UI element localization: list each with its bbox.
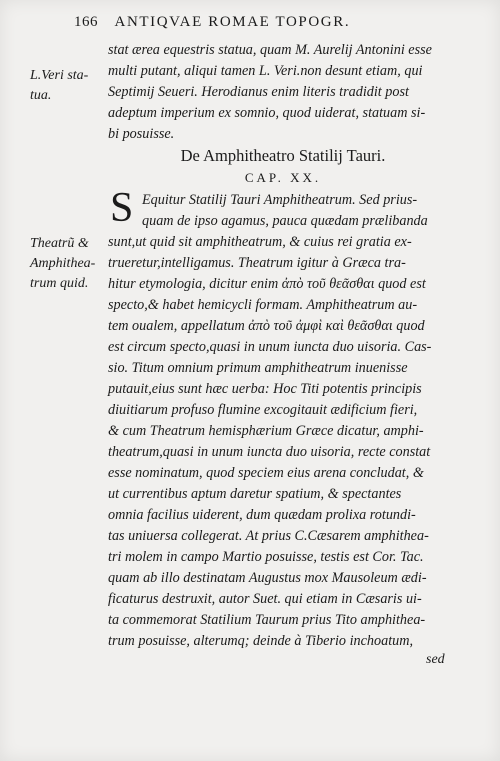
text-line: bi posuisse. xyxy=(108,126,175,142)
text-line: putauit,eius sunt hæc uerba: Hoc Titi potentis principis xyxy=(108,381,422,397)
text-line: hitur etymologia, dicitur enim ἀπὸ τοῦ θεᾶσθαι quod est xyxy=(108,276,426,292)
text-line: & cum Theatrum hemisphærium Græce dicatur, amphi- xyxy=(108,423,424,439)
section-heading: De Amphitheatro Statilij Tauri. xyxy=(180,146,386,165)
text-line: diuitiarum profuso flumine excogitauit ædificium fieri, xyxy=(108,402,418,418)
text-line: theatrum,quasi in unum iuncta duo uisoria, recte constat xyxy=(108,444,431,460)
text-line: tri molem in campo Martio posuisse, testis est Cor. Tac. xyxy=(108,549,424,565)
text-line: omnia facilius uiderent, dum quædam prolixa rotundi- xyxy=(108,507,416,523)
text-line: tas uniuersa collegerat. At prius C.Cæsarem amphithea- xyxy=(108,528,429,544)
text-line: ficaturus destruxit, autor Suet. qui etiam in Cæsaris ui- xyxy=(108,591,422,607)
text-line: trueretur,intelligamus. Theatrum igitur à Græca tra- xyxy=(108,255,406,271)
text-line: multi putant, aliqui tamen L. Veri.non desunt etiam, qui xyxy=(108,63,423,79)
running-title: ANTIQVAE ROMAE TOPOGR. xyxy=(114,14,351,30)
text-line: stat ærea equestris statua, quam M. Aurelij Antonini esse xyxy=(108,42,432,58)
catchword: sed xyxy=(426,652,445,667)
text-line: esse nominatum, quod speciem eius arena concludat, & xyxy=(108,465,424,481)
text-line: sio. Titum omnium primum amphitheatrum inuenisse xyxy=(108,360,408,376)
margin-note-line: Amphithea- xyxy=(30,256,96,271)
drop-capital: S xyxy=(110,185,134,231)
page-number: 166 xyxy=(74,14,98,30)
margin-note-line: Theatrũ & xyxy=(30,236,89,251)
text-line: Septimij Seueri. Herodianus enim literis tradidit post xyxy=(108,84,409,100)
text-line: Equitur Statilij Tauri Amphitheatrum. Sed prius- xyxy=(142,192,418,208)
text-line: trum posuisse, alterumq; deinde à Tiberio inchoatum, xyxy=(108,633,414,649)
text-line: adeptum imperium ex somnio, quod uiderat, statuam si- xyxy=(108,105,426,121)
margin-note-line: trum quid. xyxy=(30,276,89,291)
text-line: ut currentibus aptum daretur spatium, & spectantes xyxy=(108,486,402,502)
chapter-label: CAP. XX. xyxy=(244,170,322,185)
margin-note-line: tua. xyxy=(30,88,52,103)
text-line: est circum specto,quasi in unum iuncta duo uisoria. Cas- xyxy=(108,339,432,355)
text-line: sunt,ut quid sit amphitheatrum, & cuius rei gratia ex- xyxy=(108,234,412,250)
margin-note-line: L.Veri sta- xyxy=(30,68,89,83)
text-line: quam de ipso agamus, pauca quædam prælibanda xyxy=(142,213,428,229)
text-line: tem oualem, appellatum ἀπὸ τοῦ ἀμφὶ καὶ θεᾶσθαι quod xyxy=(108,318,425,334)
text-line: quam ab illo destinatam Augustus mox Mausoleum ædi- xyxy=(108,570,427,586)
text-line: ta commemorat Statilium Taurum prius Tito amphithea- xyxy=(108,612,426,628)
running-header xyxy=(74,14,464,31)
text-line: specto,& habet hemicycli formam. Amphitheatrum au- xyxy=(108,297,418,313)
